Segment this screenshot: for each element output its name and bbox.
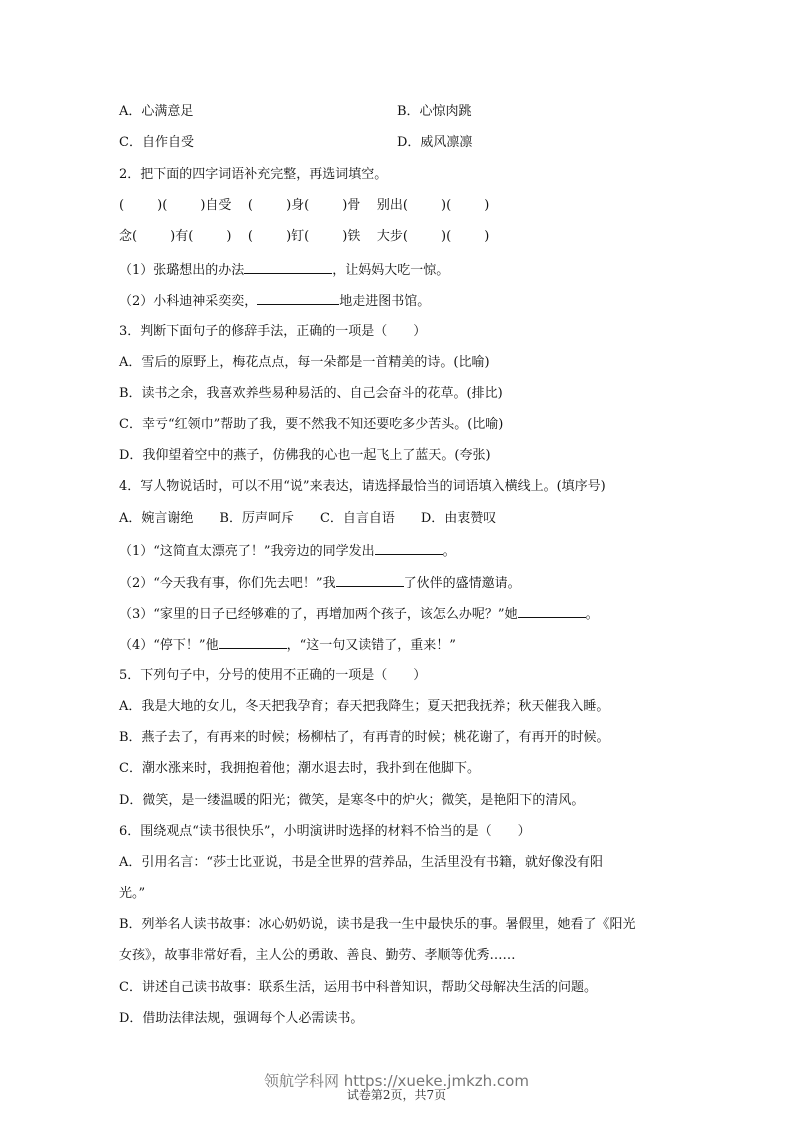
text: （3）“家里的日子已经够难的了，再增加两个孩子，该怎么办呢？”她 xyxy=(119,607,518,622)
option-b: B．心惊肉跳 xyxy=(397,104,472,119)
answer-blank xyxy=(375,542,443,555)
q4-stem: 4．写人物说话时，可以不用“说”来表达，请选择最恰当的词语填入横线上。(填序号) xyxy=(119,479,606,494)
text: （1）“这简直太漂亮了！”我旁边的同学发出 xyxy=(119,544,375,559)
q4-options: A．婉言谢绝 B．厉声呵斥 C．自言自语 D．由衷赞叹 xyxy=(119,511,497,526)
text: ，“这一句又读错了，重来！” xyxy=(286,638,456,653)
text: （1）张璐想出的办法 xyxy=(119,263,245,278)
answer-blank xyxy=(336,574,404,587)
q4-s2 xyxy=(119,574,521,592)
q5-option: B．燕子去了，有再来的时候；杨柳枯了，有再青的时候；桃花谢了，有再开的时候。 xyxy=(119,730,610,745)
q3-option: A．雪后的原野上，梅花点点，每一朵都是一首精美的诗。(比喻) xyxy=(119,355,490,370)
text: （4）“停下！”他 xyxy=(119,638,219,653)
text: （2）小科迪神采奕奕， xyxy=(119,294,258,309)
answer-blank xyxy=(257,292,339,305)
answer-blank xyxy=(244,261,332,274)
q6-option-d: D．借助法律法规，强调每个人必需读书。 xyxy=(119,1011,364,1026)
option-c: C．自作自受 xyxy=(119,135,194,150)
q2-s2 xyxy=(119,292,430,310)
q4-s4 xyxy=(119,636,456,654)
q2-row2: 念( )有( ) ( )钉( )铁 大步( )( ) xyxy=(119,229,490,244)
q2-stem: 2．把下面的四字词语补充完整，再选词填空。 xyxy=(119,167,388,182)
watermark: 领航学科网 https://xueke.jmkzh.com xyxy=(264,1072,529,1090)
text: 。 xyxy=(585,607,599,622)
text: ，让妈妈大吃一惊。 xyxy=(332,263,450,278)
text: 了伙伴的盛情邀请。 xyxy=(403,576,521,591)
q3-option: D．我仰望着空中的燕子，仿佛我的心也一起飞上了蓝天。(夸张) xyxy=(119,448,491,463)
q4-s1 xyxy=(119,542,456,560)
q6-option-a-cont: 光。” xyxy=(119,886,146,901)
answer-blank xyxy=(518,605,586,618)
q6-option-b-cont: 女孩》，故事非常好看，主人公的勇敢、善良、勤劳、孝顺等优秀…… xyxy=(119,948,516,963)
answer-blank xyxy=(219,636,287,649)
q2-s1 xyxy=(119,261,449,279)
text: （2）“今天我有事，你们先去吧！”我 xyxy=(119,576,336,591)
q5-option: A．我是大地的女儿，冬天把我孕育；春天把我降生；夏天把我抚养；秋天催我入睡。 xyxy=(119,699,610,714)
q3-option: B．读书之余，我喜欢养些易种易活的、自己会奋斗的花草。(排比) xyxy=(119,386,503,401)
option-d: D．威风凛凛 xyxy=(397,135,473,150)
q6-stem: 6．围绕观点“读书很快乐”，小明演讲时选择的材料不恰当的是（ ） xyxy=(119,824,531,839)
q6-option-a: A．引用名言：“莎士比亚说，书是全世界的营养品，生活里没有书籍，就好像没有阳 xyxy=(119,855,604,870)
q3-stem: 3．判断下面句子的修辞手法，正确的一项是（ ） xyxy=(119,324,427,339)
q5-option: D．微笑，是一缕温暖的阳光；微笑，是寒冬中的炉火；微笑，是艳阳下的清风。 xyxy=(119,793,585,808)
q3-option: C．幸亏“红领巾”帮助了我，要不然我不知还要吃多少苦头。(比喻) xyxy=(119,417,504,432)
q6-option-b: B．列举名人读书故事：冰心奶奶说，读书是我一生中最快乐的事。暑假里，她看了《阳光 xyxy=(119,917,636,932)
q4-s3 xyxy=(119,605,599,623)
page-footer: 试卷第2页，共7页 xyxy=(346,1088,447,1102)
q5-option: C．潮水涨来时，我拥抱着他；潮水退去时，我扑到在他脚下。 xyxy=(119,761,480,776)
text: 地走进图书馆。 xyxy=(339,294,431,309)
q5-stem: 5．下列句子中，分号的使用不正确的一项是（ ） xyxy=(119,668,427,683)
q2-row1: ( )( )自受 ( )身( )骨 别出( )( ) xyxy=(119,198,490,213)
text: 。 xyxy=(442,544,456,559)
option-a: A．心满意足 xyxy=(119,104,194,119)
q6-option-c: C．讲述自己读书故事：联系生活，运用书中科普知识，帮助父母解决生活的问题。 xyxy=(119,980,597,995)
